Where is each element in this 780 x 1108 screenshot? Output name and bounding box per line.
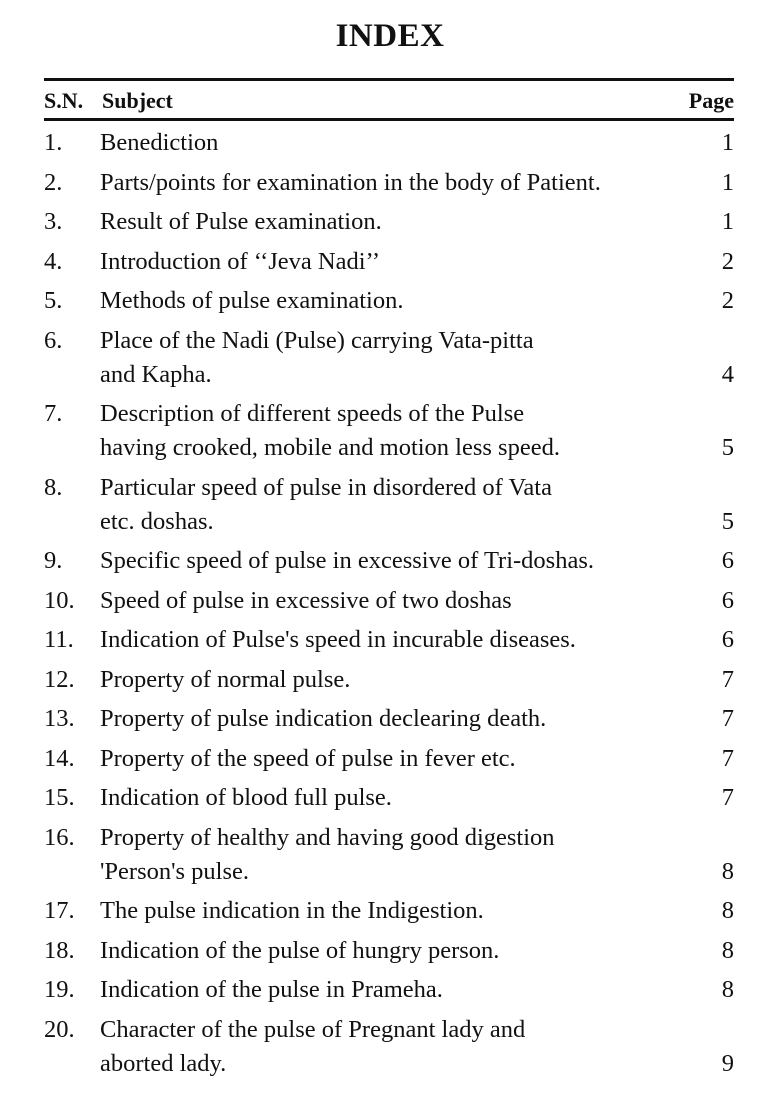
entry-subject	[100, 663, 694, 697]
top-rule	[44, 78, 734, 81]
index-entry	[44, 821, 734, 889]
entry-page: 5	[721, 434, 734, 461]
index-entry	[44, 471, 734, 539]
entry-number: 5.	[44, 287, 63, 314]
entry-number: 9.	[44, 547, 63, 574]
entry-subject	[100, 702, 694, 736]
entry-page: 2	[721, 247, 734, 275]
entry-subject-line: The pulse indication in the Indigestion.	[100, 897, 484, 924]
entry-number: 7.	[44, 400, 63, 427]
entry-subject	[100, 742, 694, 776]
entry-subject	[100, 584, 694, 618]
index-entry	[44, 742, 734, 776]
entry-page: 1	[721, 208, 734, 235]
header-page: Page	[688, 88, 734, 113]
entry-subject	[100, 821, 694, 889]
entry-page: 9	[721, 1049, 734, 1077]
entry-subject-line: Indication of Pulse's speed in incurable diseases.	[100, 626, 576, 653]
entry-subject	[100, 166, 694, 200]
entry-number: 14.	[44, 744, 75, 772]
entry-page: 1	[721, 129, 734, 156]
entry-subject-line: 'Person's pulse.	[100, 857, 250, 885]
index-entry	[44, 126, 734, 160]
header-sn: S.N.	[44, 88, 84, 113]
entry-subject	[100, 894, 694, 928]
entry-number: 1.	[44, 129, 63, 156]
index-entry	[44, 702, 734, 736]
entry-subject	[100, 973, 694, 1007]
index-entry	[44, 397, 734, 465]
entry-number: 10.	[44, 586, 75, 614]
index-entry	[44, 166, 734, 200]
entry-subject	[100, 781, 694, 815]
entry-number: 8.	[44, 473, 63, 501]
entry-page: 8	[721, 857, 734, 885]
entry-page: 2	[721, 287, 734, 314]
entry-number: 18.	[44, 936, 75, 964]
entry-subject-line: Speed of pulse in excessive of two doshas	[100, 586, 512, 614]
entry-number: 3.	[44, 208, 63, 235]
entry-subject-line: Character of the pulse of Pregnant lady and	[100, 1015, 526, 1043]
entry-subject	[100, 245, 694, 279]
entry-subject-line: Property of the speed of pulse in fever etc.	[100, 744, 516, 772]
entry-subject	[100, 205, 694, 239]
entry-subject	[100, 1013, 694, 1081]
index-entry	[44, 973, 734, 1007]
entry-subject	[100, 623, 694, 657]
entry-page: 6	[721, 626, 734, 653]
index-list	[44, 126, 734, 1086]
entry-number: 4.	[44, 247, 63, 275]
entry-number: 2.	[44, 168, 63, 196]
entry-subject-line: having crooked, mobile and motion less speed.	[100, 434, 560, 461]
entry-subject-line: etc. doshas.	[100, 507, 214, 535]
entry-subject-line: Benediction	[100, 129, 219, 156]
entry-number: 17.	[44, 897, 75, 924]
entry-subject-line: Specific speed of pulse in excessive of Tri-doshas.	[100, 547, 594, 574]
entry-number: 12.	[44, 665, 75, 693]
index-entry	[44, 623, 734, 657]
entry-subject-line: Property of healthy and having good digestion	[100, 823, 555, 851]
entry-number: 6.	[44, 326, 63, 354]
entry-page: 8	[721, 976, 734, 1003]
entry-subject-line: Introduction of ‘‘Jeva Nadi’’	[100, 247, 381, 275]
entry-page: 7	[721, 705, 734, 732]
index-entry	[44, 584, 734, 618]
entry-subject-line: Description of different speeds of the Pulse	[100, 400, 525, 427]
entry-page: 7	[721, 744, 734, 772]
index-entry	[44, 934, 734, 968]
entry-number: 13.	[44, 705, 75, 732]
entry-subject	[100, 324, 694, 392]
entry-subject	[100, 126, 694, 160]
page-title: INDEX	[335, 18, 445, 54]
entry-number: 19.	[44, 976, 75, 1003]
entry-page: 8	[721, 897, 734, 924]
entry-subject-line: Indication of the pulse of hungry person.	[100, 936, 500, 964]
entry-subject-line: Indication of the pulse in Prameha.	[100, 976, 443, 1003]
entry-number: 15.	[44, 784, 75, 811]
entry-page: 8	[721, 936, 734, 964]
entry-subject-line: aborted lady.	[100, 1049, 227, 1077]
index-entry	[44, 324, 734, 392]
entry-subject	[100, 544, 694, 578]
entry-subject-line: Parts/points for examination in the body of Patient.	[100, 168, 601, 196]
entry-number: 20.	[44, 1015, 75, 1043]
entry-page: 1	[721, 168, 734, 196]
index-entry	[44, 284, 734, 318]
entry-subject	[100, 397, 694, 465]
index-entry	[44, 894, 734, 928]
entry-page: 4	[721, 360, 734, 388]
entry-subject-line: Property of pulse indication declearing death.	[100, 705, 547, 732]
entry-number: 16.	[44, 823, 75, 851]
index-entry	[44, 245, 734, 279]
table-header	[44, 88, 734, 116]
entry-page: 6	[721, 586, 734, 614]
index-entry	[44, 205, 734, 239]
entry-subject-line: Result of Pulse examination.	[100, 208, 382, 235]
index-entry	[44, 781, 734, 815]
index-entry	[44, 1013, 734, 1081]
entry-subject	[100, 934, 694, 968]
entry-subject-line: Methods of pulse examination.	[100, 287, 404, 314]
header-rule	[44, 118, 734, 121]
entry-number: 11.	[44, 626, 74, 653]
index-entry	[44, 544, 734, 578]
entry-subject-line: Indication of blood full pulse.	[100, 784, 392, 811]
entry-page: 7	[721, 665, 734, 693]
entry-subject-line: and Kapha.	[100, 360, 212, 388]
entry-subject	[100, 284, 694, 318]
entry-subject-line: Place of the Nadi (Pulse) carrying Vata-pitta	[100, 326, 534, 354]
entry-page: 5	[721, 507, 734, 535]
entry-page: 6	[721, 547, 734, 574]
header-subject: Subject	[102, 88, 173, 113]
entry-subject-line: Particular speed of pulse in disordered of Vata	[100, 473, 552, 501]
entry-subject	[100, 471, 694, 539]
index-entry	[44, 663, 734, 697]
entry-page: 7	[721, 784, 734, 811]
entry-subject-line: Property of normal pulse.	[100, 665, 351, 693]
